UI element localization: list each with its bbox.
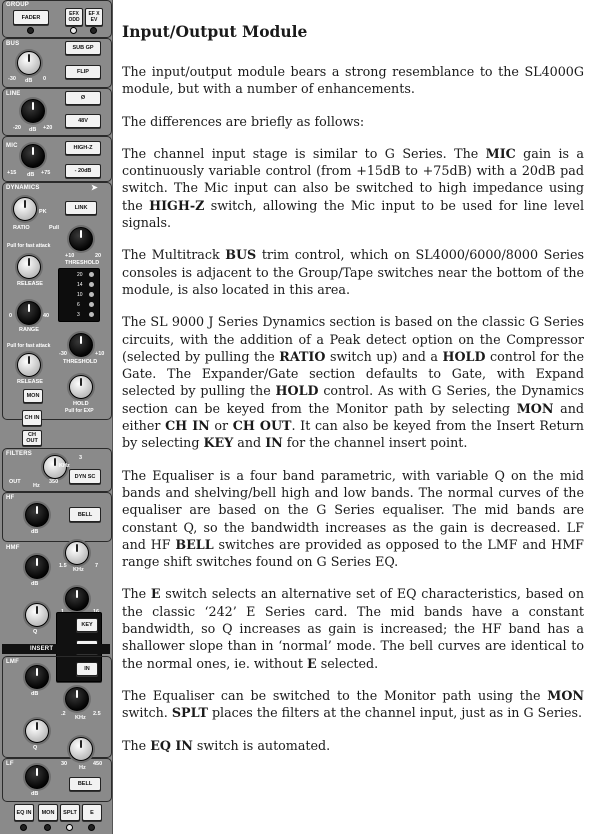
line-scale-max: +20 (43, 125, 53, 131)
key-button[interactable]: KEY (76, 618, 98, 632)
mic-label: MIC (6, 143, 18, 149)
hpf-hz: Hz (33, 483, 40, 489)
lmf-label: LMF (6, 659, 19, 665)
group-label: GROUP (6, 2, 30, 8)
bold-term: IN (265, 435, 283, 451)
mic-scale-min: +15 (7, 170, 17, 176)
lmf-db: dB (31, 691, 39, 697)
text-run: for the channel insert point. (282, 435, 468, 451)
e-led (88, 824, 95, 831)
paragraph-list (122, 63, 584, 754)
phase-button[interactable]: Ø (65, 91, 101, 105)
module-strip (0, 0, 113, 834)
efx-ev-led (90, 27, 97, 34)
text-run: The (122, 586, 151, 602)
lf-freq-min: 30 (61, 761, 68, 767)
lf-gain-knob[interactable] (25, 765, 49, 789)
hf-freq-knob[interactable] (65, 541, 89, 565)
range-max: 40 (43, 313, 50, 319)
text-run: The SL 9000 J Series Dynamics section is based on the classic G Series circuits, with the addition of a Peak detect option on the Compressor (selected by pulling the (122, 314, 584, 364)
text-run: switches are provided as opposed to the LMF and HMF range shift switches found on G Series EQ. (122, 536, 584, 570)
dyn-mon-button[interactable]: MON (23, 389, 43, 403)
bold-term: E (150, 586, 161, 602)
hmf-q: Q (33, 629, 38, 635)
meter-14: 14 (77, 282, 83, 288)
text-run: The Multitrack (122, 247, 226, 263)
lf-freq-knob[interactable] (69, 737, 93, 761)
efx-odd-button[interactable]: EFX ODD (65, 8, 83, 26)
eq-in-button[interactable]: EQ IN (14, 804, 34, 821)
48v-button[interactable]: 48V (65, 114, 101, 128)
hold-label: HOLD (73, 401, 89, 407)
flip-button[interactable]: FLIP (65, 65, 101, 79)
hf-freq-khz: KHz (73, 567, 84, 573)
paragraph (122, 687, 584, 722)
bold-term: HOLD (275, 383, 319, 399)
insert-bar (2, 644, 110, 654)
paragraph (122, 63, 584, 98)
text-run: gain is a continuously variable control (from +15dB to +75dB) with a 20dB pad switch. The Mic input can also be switched to high impedance using the (122, 145, 584, 213)
eq-mon-led (44, 824, 51, 831)
lf-section (2, 758, 112, 802)
paragraph (122, 313, 584, 451)
lf-bell-button[interactable]: BELL (69, 777, 101, 791)
text-run: The input/output module bears a strong resemblance to the SL4000G module, but with a number of enhancements. (122, 64, 584, 97)
gate-threshold-min: -30 (59, 351, 67, 357)
bus-label: BUS (6, 41, 20, 47)
text-run: . It can also be keyed from the Insert Return by selecting (122, 418, 584, 451)
bold-term: BUS (225, 247, 257, 263)
gate-threshold-label: THRESHOLD (63, 359, 98, 365)
lmf-section (2, 656, 112, 758)
lf-label: LF (6, 761, 14, 767)
range-knob[interactable] (17, 301, 41, 325)
bold-term: RATIO (279, 348, 326, 364)
hf-label: HF (6, 495, 15, 501)
text-run: switch. (122, 705, 172, 721)
paragraph (122, 585, 584, 671)
bold-term: MIC (485, 145, 516, 161)
lmf-freq-min: .2 (61, 711, 66, 717)
bold-term: HOLD (442, 348, 486, 364)
text-run: The (122, 737, 151, 753)
bold-term: CH OUT (232, 418, 292, 434)
meter-20: 20 (77, 272, 83, 278)
ch-in-button[interactable]: CH IN (22, 410, 42, 426)
bold-term: BELL (175, 536, 214, 552)
fader-button[interactable]: FADER (13, 10, 49, 25)
text-run: switch up) and a (325, 348, 443, 364)
text-run: and (233, 435, 266, 451)
text-run: places the filters at the channel input, just as in G Series. (207, 705, 583, 721)
line-scale-db: dB (29, 127, 37, 133)
pull-fast-attack-label-gate: Pull for fast attack (7, 343, 51, 349)
peak-label: PK (39, 209, 47, 215)
gain-reduction-meter (58, 268, 100, 322)
insert-in-button[interactable]: IN (76, 662, 98, 676)
lf-freq-hz: Hz (79, 765, 86, 771)
meter-3: 3 (77, 312, 80, 318)
text-run: or (209, 418, 233, 434)
paragraph (122, 246, 584, 298)
mic-scale-db: dB (27, 172, 35, 178)
filters-section (2, 448, 112, 492)
bold-term: KEY (203, 435, 234, 451)
threshold-max: 20 (95, 253, 102, 259)
text-run: The differences are briefly as follows: (122, 113, 365, 129)
text-run: trim control, which on SL4000/6000/8000 Series consoles is adjacent to the Group/Tape switches near the bottom of the module, is also located in this area. (122, 247, 584, 297)
hmf-label: HMF (6, 545, 20, 551)
meter-10: 10 (77, 292, 83, 298)
bus-scale-min: -30 (8, 76, 16, 82)
hold-knob[interactable] (69, 375, 93, 399)
paragraph (122, 737, 584, 754)
insert-label: INSERT (30, 646, 54, 652)
comp-threshold-label: THRESHOLD (65, 260, 100, 266)
lmf-q-knob[interactable] (25, 719, 49, 743)
group-section (2, 0, 112, 38)
arrow-icon: ➤ (91, 183, 98, 192)
efx-odd-led (70, 27, 77, 34)
text-run: The Equaliser is a four band parametric, with variable Q on the mid bands and shelving/bell high and low bands. The normal curves of the equaliser are based on the G Series equaliser. The mid bands are constant Q, so the bandwidth increases as the gain is decreased. LF and HF (122, 467, 584, 552)
gate-release-label: RELEASE (17, 379, 43, 385)
sub-gp-button[interactable]: SUB GP (65, 41, 101, 55)
ratio-label: RATIO (13, 225, 30, 231)
ch-out-button[interactable]: CH OUT (22, 430, 42, 446)
line-gain-knob[interactable] (21, 99, 45, 123)
mic-scale-max: +75 (41, 170, 51, 176)
range-min: 0 (9, 313, 13, 319)
paragraph (122, 145, 584, 231)
line-scale-min: -20 (13, 125, 21, 131)
splt-button[interactable]: SPLT (60, 804, 80, 821)
comp-release-knob[interactable] (17, 255, 41, 279)
efx-ev-button[interactable]: EF X EV (85, 8, 103, 26)
fader-led (27, 27, 34, 34)
text-run: control. As with G Series, the Dynamics section can be keyed from the Monitor path by selecting (122, 383, 584, 416)
pull-label: Pull (49, 225, 60, 231)
bus-scale-db: dB (25, 78, 33, 84)
gate-release-knob[interactable] (17, 353, 41, 377)
text-run: and either (122, 400, 584, 434)
e-button[interactable]: E (82, 804, 102, 821)
high-z-button[interactable]: HIGH-Z (65, 141, 101, 155)
text-run: selected. (316, 655, 379, 671)
hmf-db: dB (31, 581, 39, 587)
splt-led (66, 824, 73, 831)
paragraph (122, 467, 584, 571)
text-run: The channel input stage is similar to G Series. The (122, 145, 486, 161)
pull-fast-attack-label: Pull for fast attack (7, 243, 51, 249)
hpf-out: OUT (9, 479, 21, 485)
gate-threshold-max: +10 (95, 351, 105, 357)
filters-label: FILTERS (6, 451, 32, 457)
hpf-350: 350 (49, 479, 59, 485)
bus-trim-knob[interactable] (17, 51, 41, 75)
lf-freq-max: 450 (93, 761, 103, 767)
pad-20db-button[interactable]: - 20dB (65, 164, 101, 178)
meter-6: 6 (77, 302, 80, 308)
eq-in-led (20, 824, 27, 831)
page-title: Input/Output Module (122, 22, 308, 41)
pull-exp-label: Pull for EXP (65, 408, 94, 414)
hmf-gain-knob[interactable] (25, 555, 49, 579)
bold-term: EQ IN (150, 737, 193, 753)
text-run: The Equaliser can be switched to the Monitor path using the (122, 687, 548, 703)
dynamics-label: DYNAMICS (6, 185, 40, 191)
bold-term: CH IN (165, 418, 210, 434)
bold-term: MON (516, 400, 554, 416)
text-run: control for the Gate. The Expander/Gate section defaults to Gate, with Expand selected by pulling the (122, 348, 584, 399)
range-label: RANGE (19, 327, 39, 333)
bold-term: E (307, 655, 317, 671)
bold-term: MON (547, 687, 584, 703)
bold-term: SPLT (171, 705, 208, 721)
lmf-gain-knob[interactable] (25, 665, 49, 689)
link-button[interactable]: LINK (65, 201, 97, 215)
mic-gain-knob[interactable] (21, 144, 45, 168)
hf-bell-button[interactable]: BELL (69, 507, 101, 522)
mic-section (2, 136, 112, 182)
lmf-freq-knob[interactable] (65, 687, 89, 711)
paragraph (122, 113, 584, 130)
text-run: switch is automated. (192, 737, 331, 753)
line-section (2, 88, 112, 136)
lf-db: dB (31, 791, 39, 797)
hf-db: dB (31, 529, 39, 535)
bold-term: HIGH-Z (149, 197, 205, 213)
comp-release-label: RELEASE (17, 281, 43, 287)
hmf-q-knob[interactable] (25, 603, 49, 627)
text-run: switch, allowing the Mic input to be used for line level signals. (122, 197, 584, 231)
bus-scale-max: 0 (43, 76, 47, 82)
comp-threshold-knob[interactable] (69, 227, 93, 251)
hmf-freq-knob[interactable] (65, 587, 89, 611)
threshold-min: +10 (65, 253, 75, 259)
hf-freq-max: 7 (95, 563, 99, 569)
dyn-sc-button[interactable]: DYN SC (69, 469, 101, 484)
gate-threshold-knob[interactable] (69, 333, 93, 357)
hf-freq-min: 1.5 (59, 563, 67, 569)
document-body (122, 22, 584, 769)
lmf-q: Q (33, 745, 38, 751)
lpf-3: 3 (79, 455, 83, 461)
text-run: switch selects an alternative set of EQ characteristics, based on the classic ‘242’ E Series card. The mid bands have a constant bandwidth, so Q increases as gain is increased; the HF band has a shallower slope than in ‘normal’ mode. The bell curves are identical to the normal ones, ie. without (122, 586, 584, 671)
lpf-khz: KHz (59, 463, 70, 469)
lmf-freq-max: 2.5 (93, 711, 101, 717)
bus-section (2, 38, 112, 88)
lmf-freq-khz: KHz (75, 715, 86, 721)
ratio-knob[interactable] (13, 197, 37, 221)
eq-mon-button[interactable]: MON (38, 804, 58, 821)
line-label: LINE (6, 91, 21, 97)
